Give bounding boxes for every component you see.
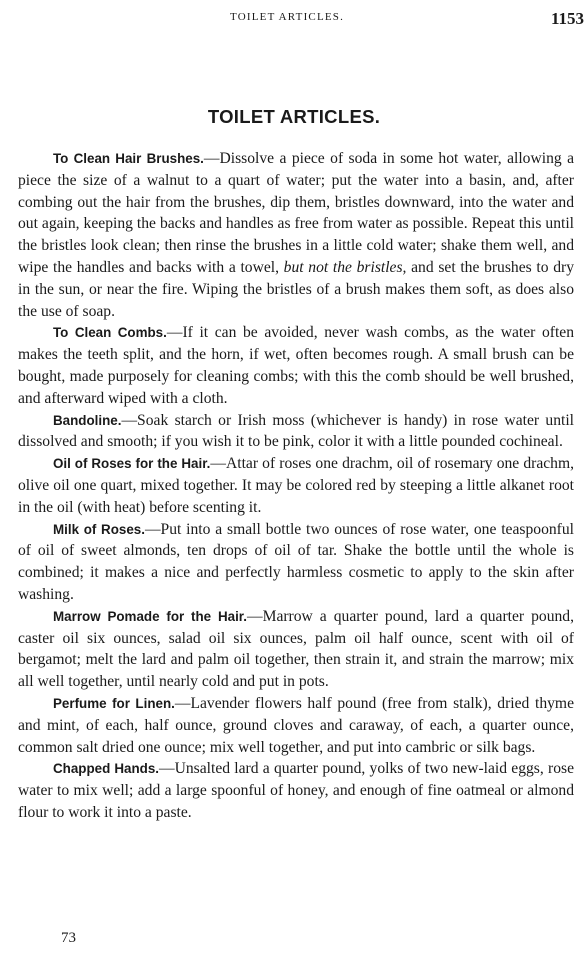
section-title: TOILET ARTICLES.: [207, 106, 381, 127]
entry-clean-combs: [18, 322, 574, 409]
entry-text: —Soak starch or Irish moss (whichever is handy) in rose water until dissolved and smooth; if you wish it to be pink, color it with a little pounded cochineal.: [18, 411, 574, 451]
footer-folio: 73: [61, 930, 76, 946]
entry-text: —If it can be avoided, never wash combs, as the water often makes the teeth split, and the horn, if wet, often becomes rough. A small brush can be bought, made purposely for cleaning combs; with this the comb should be well brushed, and afterward wiped with a cloth.: [18, 324, 574, 407]
entry-text: —Attar of roses one drachm, oil of rosemary one drachm, olive oil one quart, mixed together. It may be colored red by steeping a little alkanet root in the oil (with heat) before scenting it.: [18, 455, 574, 516]
entry-title: Oil of Roses for the Hair.: [53, 456, 211, 472]
entry-text: —Lavender flowers half pound (free from stalk), dried thyme and mint, of each, half ounce, ground cloves and caraway, of each, a quarter ounce, common salt dried one ounce; mix well together, and put into cambric or silk bags.: [18, 694, 574, 756]
entry-milk-of-roses: [18, 519, 574, 606]
entry-perfume-for-linen: [18, 693, 574, 758]
entry-clean-hair-brushes: [18, 148, 574, 322]
entry-text: —Dissolve a piece of soda in some hot water, allowing a piece the size of a walnut to a quart of water; put the water into a basin, and, after combing out the hair from the brushes, dip them, bristles downward, into the water and out again, keeping the backs and handles as free from water as possible. Repeat this until the bristles look clean; then rinse the brushes in a little cold water; shake them well, and wipe the handles and backs with a towel,: [18, 150, 574, 276]
article-body: [18, 148, 574, 824]
entry-text: —Put into a small bottle two ounces of rose water, one teaspoonful of oil of sweet almonds, ten drops of oil of tar. Shake the bottle until the whole is combined; it makes a nice and perfectly harmless cosmetic to apply to the skin after washing.: [18, 520, 574, 603]
entry-marrow-pomade: [18, 606, 574, 693]
entry-title: To Clean Hair Brushes.: [53, 151, 204, 166]
entry-title: To Clean Combs.: [53, 325, 167, 341]
running-header: [0, 9, 588, 29]
entry-title: Chapped Hands.: [53, 761, 160, 777]
page-number: 1153: [550, 9, 584, 28]
entry-title: Perfume for Linen.: [53, 695, 175, 711]
entry-chapped-hands: [18, 758, 574, 823]
entry-oil-of-roses: [18, 453, 574, 518]
entry-text-continued: and set the brushes to dry in the sun, or near the fire. Wiping the bristles of a brush makes them soft, as does also the use of soap.: [18, 258, 574, 320]
entry-title: Marrow Pomade for the Hair.: [53, 608, 247, 624]
entry-bandoline: [18, 410, 574, 454]
entry-title: Bandoline.: [53, 412, 122, 428]
entry-text: —Unsalted lard a quarter pound, yolks of two new-laid eggs, rose water to mix well; add a large spoonful of honey, and enough of fine oatmeal or almond flour to work it into a paste.: [18, 760, 574, 821]
entry-emphasis: but not the bristles,: [283, 258, 407, 276]
running-title: TOILET ARTICLES.: [230, 11, 345, 23]
entry-text: —Marrow a quarter pound, lard a quarter pound, caster oil six ounces, salad oil six ounces, palm oil half ounce, scent with oil of bergamot; melt the lard and palm oil together, then strain it, and strain the marrow; mix all well together, until nearly cold and put in pots.: [18, 607, 574, 691]
entry-title: Milk of Roses.: [53, 521, 145, 537]
